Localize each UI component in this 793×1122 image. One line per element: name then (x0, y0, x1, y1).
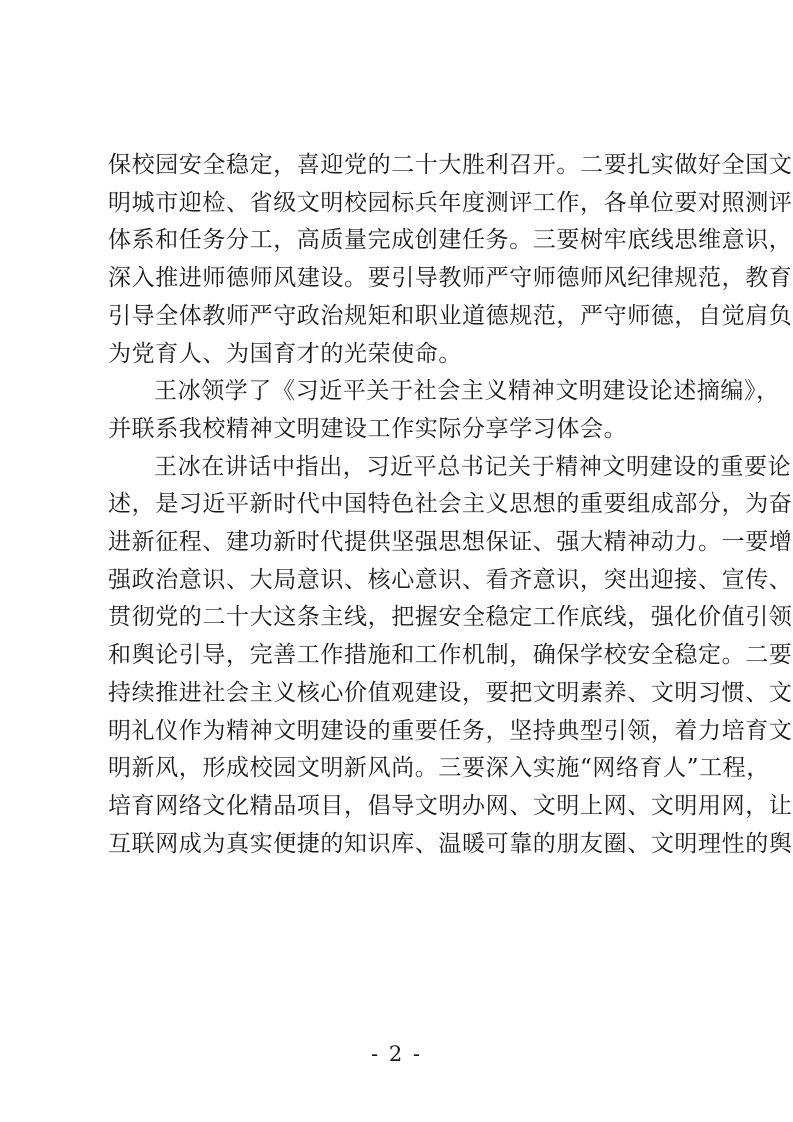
text-line: 述，是习近平新时代中国特色社会主义思想的重要组成部分，为奋 (108, 491, 793, 518)
text-line: 王冰领学了《习近平关于社会主义精神文明建设论述摘编》， (154, 378, 780, 405)
text-line: 贯彻党的二十大这条主线，把握安全稳定工作底线，强化价值引领 (108, 604, 793, 631)
text-line: 引导全体教师严守政治规矩和职业道德规范，严守师德，自觉肩负 (108, 302, 793, 329)
text-line: 互联网成为真实便捷的知识库、温暖可靠的朋友圈、文明理性的舆 (108, 830, 793, 857)
text-line: 明新风，形成校园文明新风尚。三要深入实施“网络育人”工程， (108, 755, 770, 782)
text-line: 培育网络文化精品项目，倡导文明办网、文明上网、文明用网，让 (108, 792, 793, 819)
text-line: 持续推进社会主义核心价值观建设，要把文明素养、文明习惯、文 (108, 679, 793, 706)
text-line: 为党育人、为国育才的光荣使命。 (108, 340, 462, 367)
text-line: 明城市迎检、省级文明校园标兵年度测评工作，各单位要对照测评 (108, 189, 793, 216)
text-line: 深入推进师德师风建设。要引导教师严守师德师风纪律规范，教育 (108, 265, 793, 292)
text-line: 保校园安全稳定，喜迎党的二十大胜利召开。二要扎实做好全国文 (108, 152, 793, 178)
page-number: - 2 - (371, 1042, 422, 1066)
text-line: 强政治意识、大局意识、核心意识、看齐意识，突出迎接、宣传、 (108, 566, 793, 593)
text-line: 王冰在讲话中指出，习近平总书记关于精神文明建设的重要论 (154, 453, 792, 480)
text-line: 并联系我校精神文明建设工作实际分享学习体会。 (108, 415, 628, 442)
text-line: 明礼仪作为精神文明建设的重要任务，坚持典型引领，着力培育文 (108, 717, 793, 744)
document-body (108, 147, 793, 863)
text-line: 体系和任务分工，高质量完成创建任务。三要树牢底线思维意识， (108, 227, 793, 254)
text-line: 和舆论引导，完善工作措施和工作机制，确保学校安全稳定。二要 (108, 642, 793, 669)
text-line: 进新征程、建功新时代提供坚强思想保证、强大精神动力。一要增 (108, 529, 793, 556)
